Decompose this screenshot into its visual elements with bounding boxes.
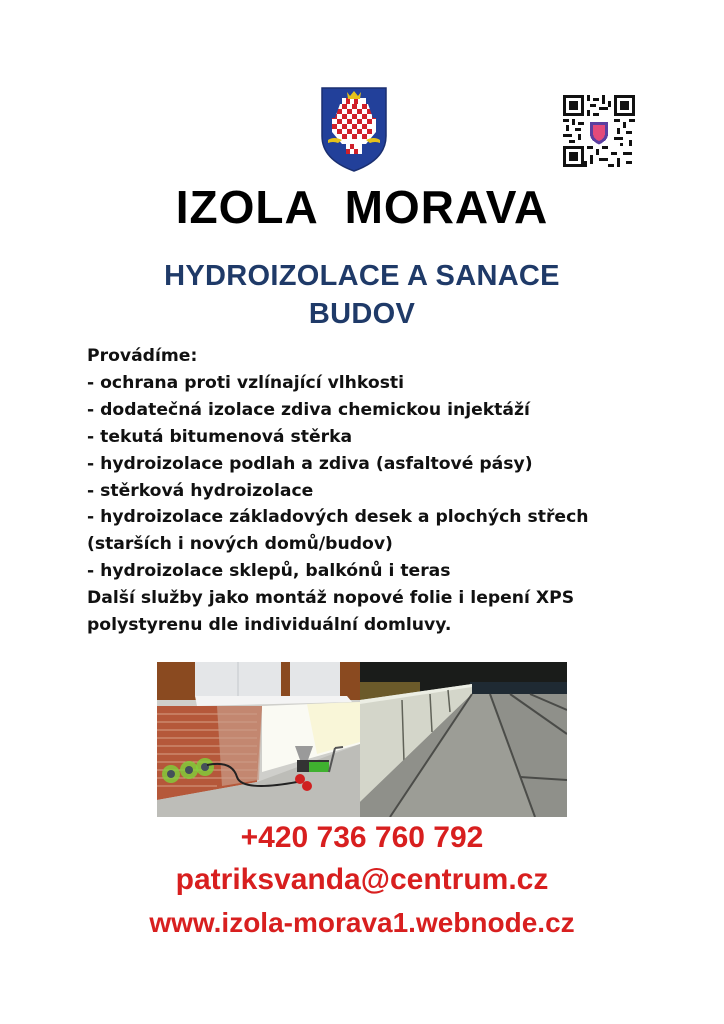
subtitle-line-1: HYDROIZOLACE A SANACE	[164, 260, 560, 292]
contact-block	[0, 818, 724, 944]
flat-roof-photo	[360, 662, 567, 817]
services-list	[87, 343, 647, 639]
service-item: - hydroizolace sklepů, balkónů i teras	[87, 561, 451, 582]
service-item: - tekutá bitumenová stěrka	[87, 426, 353, 447]
services-heading: Provádíme:	[87, 346, 198, 366]
extra-services-line: polystyrenu dle individuální domluvy.	[87, 615, 452, 636]
service-item: - dodatečná izolace zdiva chemickou injektáží	[87, 399, 530, 420]
photo-strip	[157, 662, 567, 817]
service-item: - hydroizolace podlah a zdiva (asfaltové pásy)	[87, 453, 533, 474]
moravian-coat-of-arms-icon	[320, 86, 388, 172]
service-item: - stěrková hydroizolace	[87, 480, 314, 501]
company-name-title: IZOLA MORAVA	[175, 181, 549, 233]
service-subtitle	[0, 257, 724, 333]
service-item: - hydroizolace základových desek a plochých střech	[87, 507, 589, 528]
subtitle-line-2: BUDOV	[308, 298, 416, 330]
qr-code-icon[interactable]	[563, 95, 635, 167]
service-item-continuation: (starších i nových domů/budov)	[87, 534, 393, 555]
phone-number[interactable]: +420 736 760 792	[240, 821, 484, 854]
extra-services-line: Další služby jako montáž nopové folie i lepení XPS	[87, 588, 575, 609]
email-link[interactable]: patriksvanda@centrum.cz	[175, 863, 549, 896]
service-item: - ochrana proti vzlínající vlhkosti	[87, 372, 405, 393]
wall-injection-photo	[157, 662, 360, 817]
website-link[interactable]: www.izola-morava1.webnode.cz	[149, 907, 575, 938]
